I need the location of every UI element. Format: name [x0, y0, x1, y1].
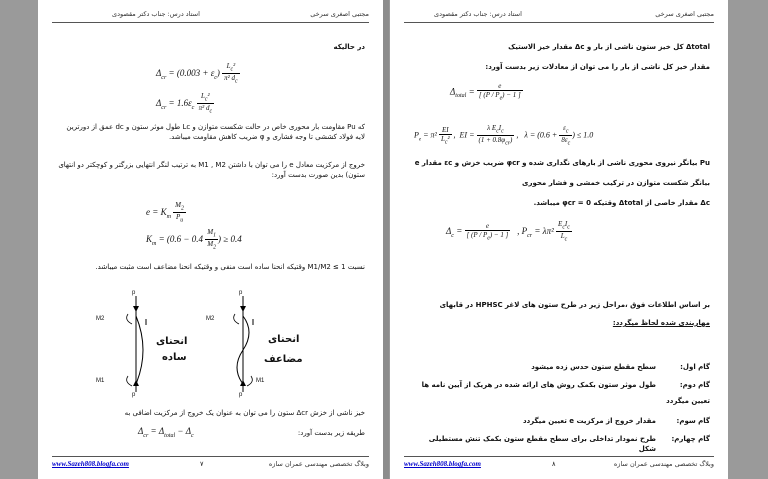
line-4: بیانگر شکست متوازن در ترکیب خمشی و فشار محوری [522, 179, 710, 187]
equation-1: $\Delta_{cr} = (0.003 + \varepsilon_c)$ $\frac{L_c^2}{\pi^2 d_c}$ [156, 62, 238, 85]
page-header [52, 8, 369, 23]
intro-text: در حالیکه [333, 43, 365, 51]
header-course: استاد درس: جناب دکتر مقصودی [112, 10, 200, 18]
m2-label-1: M2 [96, 316, 105, 322]
equation-r2: $P_e = \pi^2$ $\frac{EI}{L_c^2}$ , EI = $\frac{\lambda E_cI_c}{(1 + 0.8\varphi_{cr})}$ , λ = (0.6 + $\frac{\varepsilon_c}{8\varepsilon_c}$ ) ≤ 1.0 [414, 124, 594, 147]
step-2-continuation: تعیین میگردد [666, 397, 710, 405]
line-2: مقدار خیز کل ناشی از بار را می توان از معادلات زیر بدست آورد: [485, 63, 710, 71]
m1-label-2: M1 [256, 378, 265, 384]
p-top-label-2: p [239, 290, 243, 296]
p-bottom-label-1: p [132, 392, 136, 398]
header-course: استاد درس: جناب دکتر مقصودی [434, 10, 522, 18]
double-curvature-label-1: انحنای [268, 334, 300, 345]
paragraph-4: خیز ناشی از خزش Δcr ستون را می توان به عنوان یک خروج از مرکزیت اضافی به [124, 409, 365, 417]
page-gap [383, 0, 389, 479]
footer-site-link[interactable]: www.Sazeh808.blogfa.com [52, 460, 129, 468]
paragraph-r2: مهاربندی شده لحاظ میگردد: [612, 319, 710, 327]
document-page-7 [38, 0, 383, 479]
line-1: Δtotal کل خیز ستون ناشی از بار و Δc مقدار خیز الاستیک [508, 43, 710, 51]
paragraph-1: که Pu مقاومت بار محوری خاص در حالت شکست متوازن و Lc طول موثر ستون و dc عمق از دورترین لایه فولاد کششی تا وجه فشاری و φ ضریب کاهش مقاومت میباشد. [66, 123, 365, 141]
step-4-label: گام چهارم: [671, 435, 710, 443]
equation-4: $K_m = (0.6 - 0.4$ $\frac{M_1}{M_2}$ ) ≥ 0.4 [146, 228, 242, 251]
page-footer [404, 456, 714, 469]
step-1-label: گام اول: [680, 363, 710, 371]
step-3-label: گام سوم: [676, 417, 710, 425]
equation-2: $\Delta_{cr} = 1.6\varepsilon_c$ $\frac{L_c^2}{\pi^2 d_c}$ [156, 92, 213, 115]
footer-blog-name: وبلاگ تخصصی مهندسی عمران سازه [268, 460, 369, 468]
step-3-text: مقدار خروج از مرکزیت e تعیین میگردد [522, 417, 656, 425]
step-2-text: طول موثر ستون بکمک روش های ارائه شده در هریک از آیین نامه ها [421, 381, 656, 389]
document-page-8 [390, 0, 728, 479]
equation-3: $e = K_m$ $\frac{M_2}{P_u}$ [146, 201, 184, 224]
header-author: مجتبی اصغری سرخی [310, 10, 369, 18]
m1-label-1: M1 [96, 378, 105, 384]
equation-r1: $\Delta_{total}$ = $\frac{e}{[ (P / P_e) - 1 ]}$ [450, 82, 521, 102]
paragraph-r1: بر اساس اطلاعات فوق ،مراحل زیر در طرح ستون های لاغر HPHSC در قابهای [439, 301, 710, 309]
header-author: مجتبی اصغری سرخی [655, 10, 714, 18]
page-footer [52, 456, 369, 469]
p-top-label-1: p [132, 290, 136, 296]
equation-5: $\Delta_{cr} = \Delta_{total} - \Delta_c$ [138, 426, 194, 439]
paragraph-3: نسبت M1/M2 ≤ 1 وقتیکه انحنا ساده است منفی و وقتیکه انحنا مضاعف است مثبت میباشد. [95, 263, 365, 271]
single-curvature-label-2: ساده [162, 352, 187, 363]
page-header [404, 8, 714, 23]
step-1-text: سطح مقطع ستون حدس زده میشود [531, 363, 656, 371]
footer-site-link[interactable]: www.Sazeh808.blogfa.com [404, 460, 481, 468]
footer-blog-name: وبلاگ تخصصی مهندسی عمران سازه [613, 460, 714, 468]
paragraph-2: خروج از مرکزیت معادل e را می توان با داشتن M1 , M2 به ترتیب لنگر انتهایی بزرگتر و کوچکتر دو انتهای ستون) بدین صورت بدست آورد: [58, 161, 365, 179]
step-4-text: طرح نمودار تداخلی برای سطح مقطع ستون بکمک تنش مستطیلی شکل [428, 435, 656, 453]
line-3: Pu بیانگر نیروی محوری ناشی از بارهای نگداری شده و φcr ضریب خزش و εc مقدار e [414, 159, 710, 167]
page-number: ۸ [552, 460, 556, 468]
line-5: Δc مقدار خاصی از Δtotal وقتیکه φcr = 0 میباشد. [533, 199, 710, 207]
double-curvature-label-2: مضاعف [264, 354, 303, 365]
single-curvature-label-1: انحنای [156, 336, 188, 347]
paragraph-5: طریقه زیر بدست آورد: [297, 429, 365, 437]
step-2-label: گام دوم: [679, 381, 710, 389]
m2-label-2: M2 [206, 316, 215, 322]
page-number: ۷ [200, 460, 204, 468]
p-bottom-label-2: p [239, 392, 243, 398]
equation-r3: $\Delta_c$ = $\frac{e}{[ (P / P_e) - 1 ]}$ , $P_{cr} = \lambda\pi^2$ $\frac{E_cI_c}{L_c}$ [446, 220, 570, 243]
